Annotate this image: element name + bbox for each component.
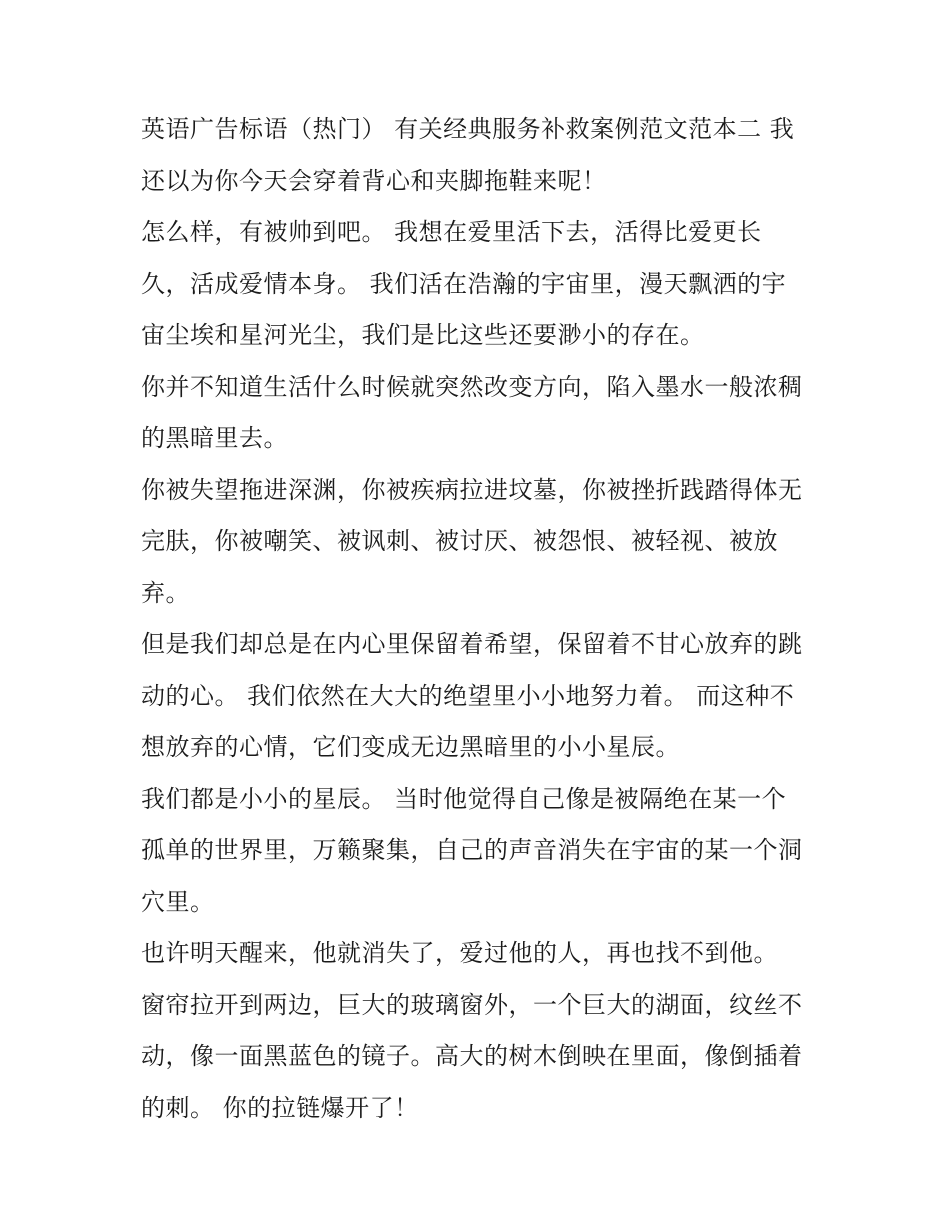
text-line: 怎么样，有被帅到吧。 我想在爱里活下去，活得比爱更长 xyxy=(141,218,762,246)
text-line: 但是我们却总是在内心里保留着希望，保留着不甘心放弃的跳 xyxy=(141,630,803,658)
text-line: 窗帘拉开到两边，巨大的玻璃窗外，一个巨大的湖面，纹丝不 xyxy=(141,990,803,1019)
text-line: 完肤，你被嘲笑、被讽刺、被讨厌、被怨恨、被轻视、被放 xyxy=(141,527,778,555)
text-line: 久，活成爱情本身。 我们活在浩瀚的宇宙里，漫天飘洒的宇 xyxy=(141,269,787,298)
text-line: 还以为你今天会穿着背心和夹脚拖鞋来呢！ xyxy=(141,166,607,195)
text-line: 动，像一面黑蓝色的镜子。高大的树木倒映在里面，像倒插着 xyxy=(141,1042,803,1070)
text-line: 孤单的世界里，万籁聚集，自己的声音消失在宇宙的某一个洞 xyxy=(141,836,803,864)
text-line: 也许明天醒来，他就消失了，爱过他的人，再也找不到他。 xyxy=(141,939,778,967)
text-line: 宙尘埃和星河光尘，我们是比这些还要渺小的存在。 xyxy=(141,321,705,349)
document-body xyxy=(141,104,821,1134)
text-line: 想放弃的心情，它们变成无边黑暗里的小小星辰。 xyxy=(141,733,680,761)
text-line: 你被失望拖进深渊，你被疾病拉进坟墓，你被挫折践踏得体无 xyxy=(141,475,803,504)
text-line: 穴里。 xyxy=(141,887,215,916)
text-line: 的刺。 你的拉链爆开了！ xyxy=(141,1093,419,1122)
text-line: 动的心。 我们依然在大大的绝望里小小地努力着。 而这种不 xyxy=(141,681,795,710)
text-line: 的黑暗里去。 xyxy=(141,424,288,452)
text-line: 我们都是小小的星辰。 当时他觉得自己像是被隔绝在某一个 xyxy=(141,784,787,813)
text-line: 弃。 xyxy=(141,578,190,607)
text-line: 英语广告标语（热门） 有关经典服务补救案例范文范本二 我 xyxy=(141,115,795,143)
text-line: 你并不知道生活什么时候就突然改变方向，陷入墨水一般浓稠 xyxy=(141,372,803,401)
